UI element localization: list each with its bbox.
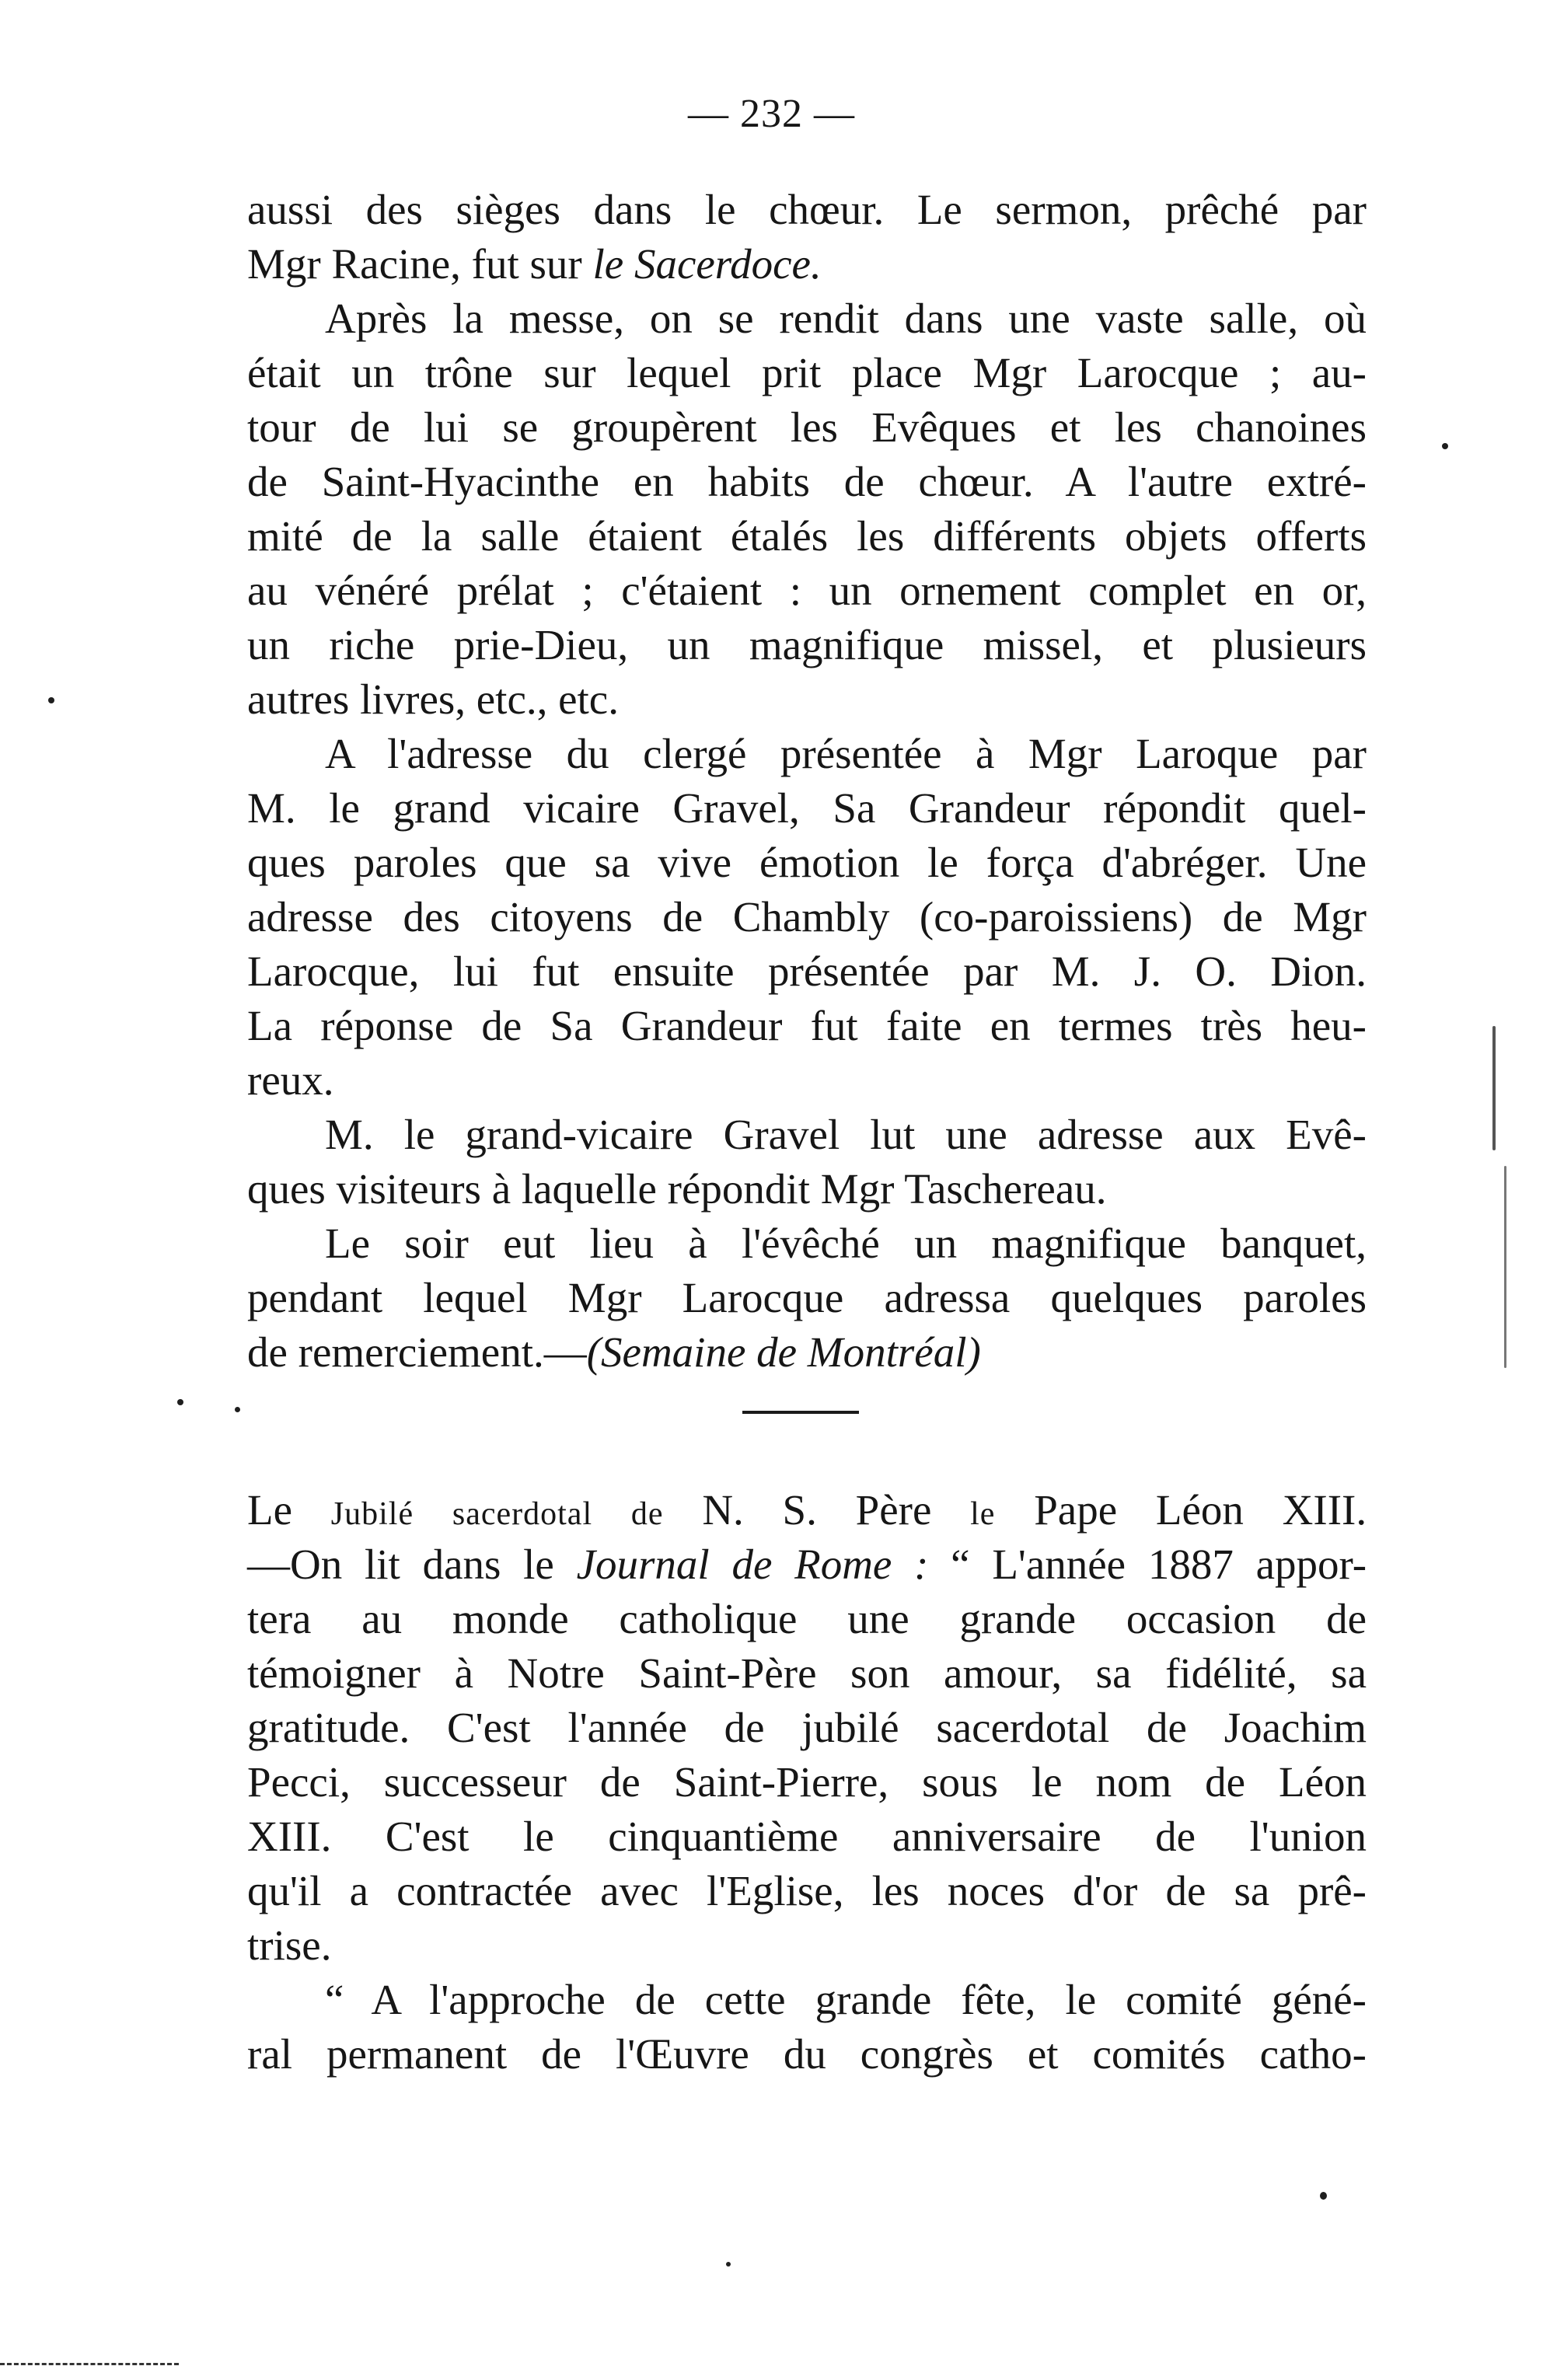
text-line: XIII. C'est le cinquantième anniversaire de l'union xyxy=(247,1813,1367,1860)
article-banquet-text xyxy=(247,183,1367,1380)
scan-speck xyxy=(235,1407,240,1412)
text-line: était un trône sur lequel prit place Mgr Larocque ; au- xyxy=(247,349,1367,396)
text-line: mité de la salle étaient étalés les différents objets offerts xyxy=(247,512,1367,560)
text-line: pendant lequel Mgr Larocque adressa quelques paroles xyxy=(247,1274,1367,1321)
text-line: La réponse de Sa Grandeur fut faite en termes très heu- xyxy=(247,1002,1367,1049)
journal-title: Journal de Rome : xyxy=(576,1541,929,1588)
scan-edge-mark xyxy=(0,2363,179,2365)
scan-speck xyxy=(1492,1026,1496,1150)
heading-word: Jubilé xyxy=(330,1496,414,1532)
text-line: trise. xyxy=(247,1921,332,1969)
heading-word: Père xyxy=(855,1486,932,1534)
text-line: tour de lui se groupèrent les Evêques et les chanoines xyxy=(247,403,1367,451)
text-line: adresse des citoyens de Chambly (co-paroissiens) de Mgr xyxy=(247,893,1367,940)
text-line: Pecci, successeur de Saint-Pierre, sous le nom de Léon xyxy=(247,1758,1367,1806)
text-line: témoigner à Notre Saint-Père son amour, sa fidélité, sa xyxy=(247,1649,1367,1697)
text-line: au vénéré prélat ; c'étaient : un ornement complet en or, xyxy=(247,567,1367,614)
scan-speck xyxy=(48,697,54,703)
sermon-topic: le Sacerdoce. xyxy=(592,240,822,288)
text-line: ques visiteurs à laquelle répondit Mgr Taschereau. xyxy=(247,1165,1107,1213)
text-line: M. le grand vicaire Gravel, Sa Grandeur répondit quel- xyxy=(247,784,1367,832)
text-line: aussi des sièges dans le chœur. Le sermon, prêché par xyxy=(247,186,1367,233)
text-line: Le soir eut lieu à l'évêché un magnifique banquet, xyxy=(325,1220,1367,1267)
scan-speck xyxy=(1504,1166,1506,1368)
text-line: un riche prie-Dieu, un magnifique missel, et plusieurs xyxy=(247,621,1367,668)
text-line: autres livres, etc., etc. xyxy=(247,675,619,723)
text-line: tera au monde catholique une grande occasion de xyxy=(247,1595,1367,1642)
heading-word: sacerdotal xyxy=(452,1496,593,1532)
text-line: qu'il a contractée avec l'Eglise, les noces d'or de sa prê- xyxy=(247,1867,1367,1914)
text-line: A l'adresse du clergé présentée à Mgr Laroque par xyxy=(325,730,1367,777)
heading-word: Le xyxy=(247,1486,293,1534)
text-line: reux. xyxy=(247,1056,334,1104)
text-line xyxy=(247,1537,1367,1592)
text-line: “ A l'approche de cette grande fête, le comité géné- xyxy=(325,1976,1367,2023)
article-jubilee-text xyxy=(247,1483,1367,2082)
page-number: — 232 — xyxy=(688,92,855,136)
text-line xyxy=(247,237,1367,291)
heading-word: N. S. xyxy=(702,1486,817,1534)
heading-word: de xyxy=(630,1496,664,1532)
text-line: de Saint-Hyacinthe en habits de chœur. A l'autre extré- xyxy=(247,458,1367,505)
text-line xyxy=(247,1325,1367,1380)
text-fragment: de remerciement.— xyxy=(247,1328,587,1376)
article-heading xyxy=(247,1483,1367,1537)
heading-word: Pape xyxy=(1034,1486,1118,1534)
scan-speck xyxy=(1442,443,1448,449)
text-line: ques paroles que sa vive émotion le força d'abréger. Une xyxy=(247,839,1367,886)
source-citation: (Semaine de Montréal) xyxy=(586,1328,981,1376)
scan-speck xyxy=(1320,2192,1327,2200)
text-fragment: Mgr Racine, fut sur xyxy=(247,240,582,288)
scan-speck xyxy=(177,1399,183,1405)
heading-word: le xyxy=(970,1496,996,1532)
text-line: ral permanent de l'Œuvre du congrès et comités catho- xyxy=(247,2030,1367,2078)
scan-speck xyxy=(726,2262,731,2267)
section-divider xyxy=(742,1411,859,1414)
heading-word: Léon XIII. xyxy=(1155,1486,1367,1534)
text-fragment: “ L'année 1887 appor- xyxy=(951,1541,1367,1588)
text-fragment: —On lit dans le xyxy=(247,1541,554,1588)
text-line: Larocque, lui fut ensuite présentée par M. J. O. Dion. xyxy=(247,947,1367,995)
text-line: Après la messe, on se rendit dans une vaste salle, où xyxy=(325,295,1367,342)
text-line: gratitude. C'est l'année de jubilé sacerdotal de Joachim xyxy=(247,1704,1367,1751)
text-line: M. le grand-vicaire Gravel lut une adresse aux Evê- xyxy=(325,1111,1367,1158)
